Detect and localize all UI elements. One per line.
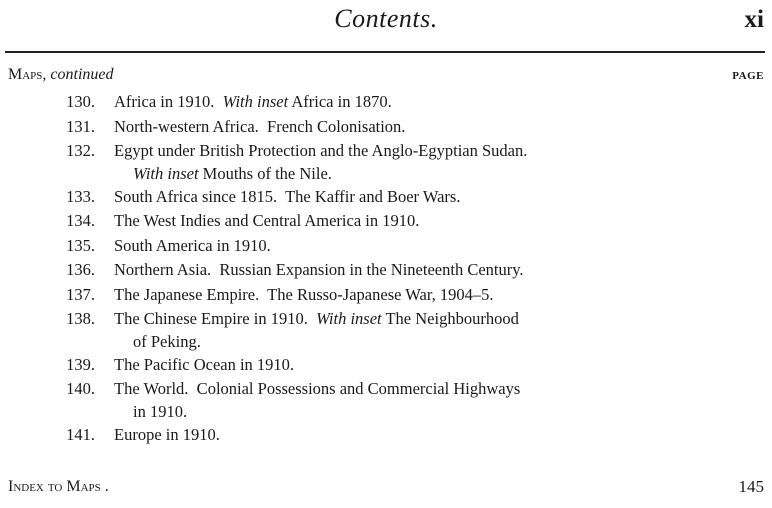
map-entry bbox=[0, 377, 772, 422]
italic-text: With inset bbox=[316, 309, 382, 328]
text: Africa in 1870. bbox=[288, 92, 392, 111]
map-title bbox=[0, 185, 772, 209]
section-continued: , continued bbox=[42, 66, 114, 83]
map-title bbox=[0, 115, 772, 139]
text: Europe in 1910. bbox=[114, 424, 220, 444]
map-title-continuation bbox=[0, 163, 772, 184]
map-title bbox=[0, 377, 772, 401]
map-title bbox=[0, 283, 772, 307]
map-title bbox=[0, 139, 772, 163]
text: The West Indies and Central America in 1910. bbox=[114, 211, 420, 230]
map-title bbox=[0, 234, 772, 258]
map-number: 137. bbox=[66, 284, 95, 304]
page-column-header: PAGE bbox=[732, 70, 764, 82]
map-entry bbox=[0, 423, 772, 447]
section-label: Maps bbox=[8, 66, 43, 83]
map-number: 132. bbox=[66, 141, 95, 160]
text: The Chinese Empire in 1910. bbox=[114, 309, 317, 328]
map-number: 135. bbox=[66, 235, 95, 255]
italic-text: With inset bbox=[133, 164, 199, 183]
text: The Japanese Empire. The Russo-Japanese War, 1904–5. bbox=[114, 284, 494, 304]
text: of Peking. bbox=[133, 332, 201, 351]
map-number: 141. bbox=[66, 424, 95, 444]
map-title-continuation bbox=[0, 401, 772, 422]
page-title: Contents. bbox=[334, 4, 438, 33]
header-rule bbox=[5, 51, 765, 53]
map-number: 130. bbox=[66, 92, 95, 111]
text: The Neighbourhood bbox=[381, 309, 519, 328]
text: Egypt under British Protection and the Anglo-Egyptian Sudan. bbox=[114, 141, 528, 160]
page-folio: xi bbox=[744, 6, 764, 33]
text: North-western Africa. French Colonisation. bbox=[114, 116, 406, 136]
index-dots: . bbox=[100, 478, 109, 495]
map-number: 133. bbox=[66, 186, 95, 206]
map-entry bbox=[0, 234, 772, 258]
text: in 1910. bbox=[133, 402, 188, 421]
map-entry bbox=[0, 139, 772, 184]
map-entry bbox=[0, 307, 772, 352]
map-title bbox=[0, 209, 772, 233]
map-number: 136. bbox=[66, 260, 95, 279]
index-label: Index to Maps bbox=[8, 478, 101, 495]
text: The World. Colonial Possessions and Commercial Highways bbox=[114, 379, 521, 398]
map-title bbox=[0, 353, 772, 377]
text: Africa in 1910. bbox=[114, 92, 223, 111]
text: South America in 1910. bbox=[114, 235, 271, 255]
italic-text: With inset bbox=[222, 92, 289, 111]
map-number: 139. bbox=[66, 354, 95, 374]
entries-list bbox=[0, 90, 772, 447]
section-heading bbox=[8, 66, 114, 84]
index-page-number: 145 bbox=[738, 477, 764, 496]
text: Mouths of the Nile. bbox=[198, 164, 332, 183]
map-entry bbox=[0, 258, 772, 282]
map-entry bbox=[0, 90, 772, 114]
map-entry bbox=[0, 353, 772, 377]
text: South Africa since 1815. The Kaffir and Boer Wars. bbox=[114, 186, 461, 206]
map-number: 134. bbox=[66, 211, 95, 230]
map-entry bbox=[0, 185, 772, 209]
map-title bbox=[0, 307, 772, 331]
map-title-continuation bbox=[0, 331, 772, 352]
map-entry bbox=[0, 283, 772, 307]
text: The Pacific Ocean in 1910. bbox=[114, 354, 295, 374]
map-title bbox=[0, 258, 772, 282]
map-title bbox=[0, 90, 772, 114]
map-number: 131. bbox=[66, 116, 95, 136]
map-entry bbox=[0, 209, 772, 233]
text: Northern Asia. Russian Expansion in the Nineteenth Century. bbox=[114, 260, 524, 279]
index-entry bbox=[8, 478, 109, 496]
map-number: 140. bbox=[66, 379, 95, 398]
map-number: 138. bbox=[66, 309, 95, 328]
map-title bbox=[0, 423, 772, 447]
map-entry bbox=[0, 115, 772, 139]
